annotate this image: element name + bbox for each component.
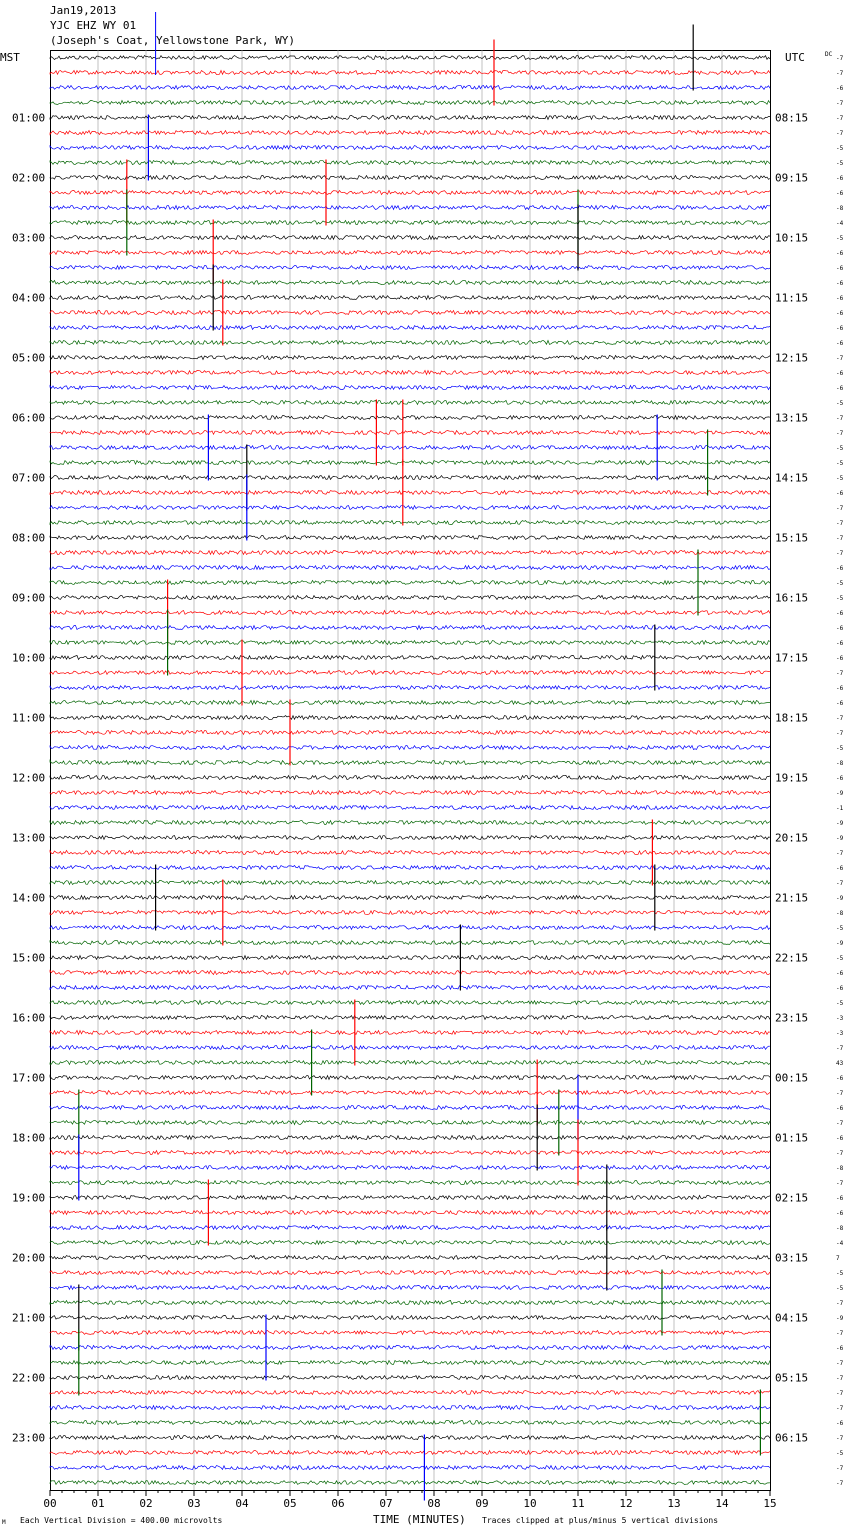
station-location: (Joseph's Coat, Yellowstone Park, WY) <box>50 34 296 47</box>
right-hour-label: 22:15 <box>775 951 809 965</box>
dc-offset: -7 <box>836 880 844 887</box>
trace-57 <box>50 911 770 915</box>
trace-48 <box>50 776 770 780</box>
dc-offset: -6 <box>836 310 844 317</box>
dc-offset: -6 <box>836 1075 844 1082</box>
clip-note: Traces clipped at plus/minus 5 vertical divisions <box>482 1516 719 1525</box>
trace-78 <box>50 1226 770 1230</box>
x-tick-label: 00 <box>43 1497 57 1510</box>
dc-offset: -6 <box>836 250 844 257</box>
right-hour-label: 10:15 <box>775 231 809 245</box>
right-hour-label: 11:15 <box>775 291 809 305</box>
trace-25 <box>50 431 770 435</box>
dc-offset: -6 <box>836 625 844 632</box>
trace-51 <box>50 821 770 825</box>
left-hour-label: 10:00 <box>12 651 46 665</box>
dc-offset: -6 <box>836 340 844 347</box>
x-tick-label: 03 <box>187 1497 201 1510</box>
dc-offset: -7 <box>836 850 844 857</box>
right-hour-label: 21:15 <box>775 891 809 905</box>
dc-offset: -6 <box>836 685 844 692</box>
dc-offset: -7 <box>836 130 844 137</box>
event-spikes <box>79 12 761 1501</box>
right-hour-label: 06:15 <box>775 1431 809 1445</box>
trace-6 <box>50 146 770 150</box>
trace-61 <box>50 971 770 975</box>
trace-71 <box>50 1121 770 1125</box>
dc-offset: -7 <box>836 1300 844 1307</box>
right-hour-label: 08:15 <box>775 111 809 125</box>
dc-offset: -5 <box>836 445 844 452</box>
dc-offset: -7 <box>836 505 844 512</box>
dc-offset: -5 <box>836 160 844 167</box>
trace-16 <box>50 296 770 300</box>
trace-32 <box>50 536 770 540</box>
x-tick-label: 14 <box>715 1497 729 1510</box>
dc-offset: -7 <box>836 1480 844 1487</box>
dc-offset: -6 <box>836 295 844 302</box>
right-hour-label: 05:15 <box>775 1371 809 1385</box>
trace-95 <box>50 1481 770 1485</box>
x-tick-label: 13 <box>667 1497 681 1510</box>
right-axis-label: UTC <box>785 51 805 64</box>
dc-offset: -7 <box>836 1045 844 1052</box>
dc-offset: -6 <box>836 1420 844 1427</box>
dc-offset: -6 <box>836 265 844 272</box>
trace-23 <box>50 401 770 405</box>
dc-offset: 43 <box>836 1060 844 1067</box>
trace-5 <box>50 131 770 135</box>
x-tick-label: 12 <box>619 1497 633 1510</box>
dc-offset: -4 <box>836 1240 844 1247</box>
trace-77 <box>50 1211 770 1215</box>
dc-offset: -6 <box>836 700 844 707</box>
dc-offset: -7 <box>836 715 844 722</box>
dc-offset: -5 <box>836 1450 844 1457</box>
trace-80 <box>50 1256 770 1260</box>
x-axis-title: TIME (MINUTES) <box>373 1513 466 1526</box>
dc-offset: -7 <box>836 670 844 677</box>
dc-offset: -8 <box>836 760 844 767</box>
left-axis-label: MST <box>0 51 20 64</box>
dc-offset: -9 <box>836 790 844 797</box>
trace-40 <box>50 656 770 660</box>
corner-mark: M <box>2 1519 6 1526</box>
trace-39 <box>50 641 770 645</box>
x-tick-label: 08 <box>427 1497 441 1510</box>
dc-offset: -6 <box>836 85 844 92</box>
right-hour-label: 17:15 <box>775 651 809 665</box>
trace-55 <box>50 881 770 885</box>
dc-offset: -1 <box>836 805 844 812</box>
dc-offset: -5 <box>836 1000 844 1007</box>
x-tick-label: 11 <box>571 1497 585 1510</box>
x-tick-label: 02 <box>139 1497 153 1510</box>
trace-4 <box>50 116 770 120</box>
dc-offset: -5 <box>836 475 844 482</box>
dc-offset: -6 <box>836 640 844 647</box>
dc-offset: -6 <box>836 865 844 872</box>
trace-30 <box>50 506 770 510</box>
dc-offset: -5 <box>836 580 844 587</box>
dc-offset: -9 <box>836 940 844 947</box>
dc-offset: -7 <box>836 1180 844 1187</box>
right-hour-label: 16:15 <box>775 591 809 605</box>
dc-offset: -6 <box>836 325 844 332</box>
trace-1 <box>50 71 770 75</box>
dc-offset: -7 <box>836 1435 844 1442</box>
right-hour-label: 09:15 <box>775 171 809 185</box>
trace-54 <box>50 866 770 870</box>
trace-43 <box>50 701 770 705</box>
dc-offset: -5 <box>836 1285 844 1292</box>
right-hour-label: 02:15 <box>775 1191 809 1205</box>
trace-19 <box>50 341 770 345</box>
trace-67 <box>50 1061 770 1065</box>
left-hour-label: 14:00 <box>12 891 46 905</box>
dc-offset: -3 <box>836 1030 844 1037</box>
dc-offset: -6 <box>836 985 844 992</box>
dc-offset: -9 <box>836 820 844 827</box>
trace-41 <box>50 671 770 675</box>
dc-offset: -7 <box>836 1465 844 1472</box>
left-hour-label: 03:00 <box>12 231 46 245</box>
dc-offset: -5 <box>836 235 844 242</box>
trace-93 <box>50 1451 770 1455</box>
trace-91 <box>50 1421 770 1425</box>
dc-offset: -7 <box>836 100 844 107</box>
dc-offset: -8 <box>836 1165 844 1172</box>
trace-70 <box>50 1106 770 1110</box>
trace-0 <box>50 56 770 60</box>
trace-62 <box>50 986 770 990</box>
trace-33 <box>50 551 770 555</box>
trace-37 <box>50 611 770 615</box>
trace-58 <box>50 926 770 930</box>
trace-2 <box>50 86 770 90</box>
dc-offset: -7 <box>836 520 844 527</box>
trace-69 <box>50 1091 770 1095</box>
right-hour-label: 23:15 <box>775 1011 809 1025</box>
dc-offset: -6 <box>836 1345 844 1352</box>
x-tick-label: 01 <box>91 1497 105 1510</box>
x-tick-label: 04 <box>235 1497 249 1510</box>
left-hour-label: 01:00 <box>12 111 46 125</box>
dc-offset: -5 <box>836 595 844 602</box>
right-hour-label: 18:15 <box>775 711 809 725</box>
left-hour-label: 12:00 <box>12 771 46 785</box>
dc-offset: -8 <box>836 1225 844 1232</box>
trace-88 <box>50 1376 770 1380</box>
trace-3 <box>50 101 770 105</box>
left-hour-label: 22:00 <box>12 1371 46 1385</box>
dc-offset: -7 <box>836 535 844 542</box>
trace-73 <box>50 1151 770 1155</box>
right-hour-label: 15:15 <box>775 531 809 545</box>
trace-46 <box>50 746 770 750</box>
dc-offset: -9 <box>836 1315 844 1322</box>
trace-53 <box>50 851 770 855</box>
right-hour-label: 19:15 <box>775 771 809 785</box>
dc-offset: -7 <box>836 430 844 437</box>
trace-36 <box>50 596 770 600</box>
left-hour-label: 07:00 <box>12 471 46 485</box>
trace-45 <box>50 731 770 735</box>
dc-offset: -9 <box>836 835 844 842</box>
x-tick-label: 05 <box>283 1497 297 1510</box>
trace-17 <box>50 311 770 315</box>
trace-86 <box>50 1346 770 1350</box>
dc-offset: -9 <box>836 895 844 902</box>
x-tick-label: 07 <box>379 1497 393 1510</box>
left-hour-label: 18:00 <box>12 1131 46 1145</box>
dc-offset: -6 <box>836 370 844 377</box>
trace-7 <box>50 161 770 165</box>
trace-60 <box>50 956 770 960</box>
trace-14 <box>50 266 770 270</box>
right-hour-label: 03:15 <box>775 1251 809 1265</box>
trace-63 <box>50 1001 770 1005</box>
trace-87 <box>50 1361 770 1365</box>
trace-92 <box>50 1436 770 1440</box>
trace-9 <box>50 191 770 195</box>
dc-offset: -6 <box>836 970 844 977</box>
trace-66 <box>50 1046 770 1050</box>
dc-offset: -7 <box>836 730 844 737</box>
trace-10 <box>50 206 770 210</box>
trace-74 <box>50 1166 770 1170</box>
trace-24 <box>50 416 770 420</box>
trace-29 <box>50 491 770 495</box>
right-hour-labels <box>775 112 808 1445</box>
trace-90 <box>50 1406 770 1410</box>
right-hour-label: 14:15 <box>775 471 809 485</box>
trace-68 <box>50 1076 770 1080</box>
right-hour-label: 00:15 <box>775 1071 809 1085</box>
dc-offset: 7 <box>836 1255 840 1262</box>
station-id: YJC EHZ WY 01 <box>50 19 137 32</box>
left-hour-label: 19:00 <box>12 1191 46 1205</box>
dc-offset-labels <box>836 55 844 1487</box>
left-hour-label: 23:00 <box>12 1431 46 1445</box>
trace-89 <box>50 1391 770 1395</box>
trace-15 <box>50 281 770 285</box>
dc-offset: -7 <box>836 1120 844 1127</box>
dc-offset: -7 <box>836 55 844 62</box>
dc-offset: -7 <box>836 1405 844 1412</box>
dc-offset: -6 <box>836 1105 844 1112</box>
dc-offset: -8 <box>836 205 844 212</box>
left-hour-label: 15:00 <box>12 951 46 965</box>
trace-76 <box>50 1196 770 1200</box>
dc-offset: -6 <box>836 490 844 497</box>
trace-65 <box>50 1031 770 1035</box>
left-hour-label: 17:00 <box>12 1071 46 1085</box>
trace-94 <box>50 1466 770 1470</box>
dc-offset: -6 <box>836 1195 844 1202</box>
left-hour-labels <box>12 112 45 1445</box>
trace-22 <box>50 386 770 390</box>
scale-note: Each Vertical Division = 400.00 microvolts <box>20 1516 223 1525</box>
trace-34 <box>50 566 770 570</box>
dc-offset: -7 <box>836 355 844 362</box>
left-hour-label: 06:00 <box>12 411 46 425</box>
dc-offset: -6 <box>836 175 844 182</box>
trace-20 <box>50 356 770 360</box>
dc-offset: -6 <box>836 775 844 782</box>
trace-35 <box>50 581 770 585</box>
dc-header: DC <box>825 51 833 58</box>
dc-offset: -7 <box>836 1330 844 1337</box>
trace-79 <box>50 1241 770 1245</box>
x-axis-ticks <box>43 1490 776 1510</box>
dc-offset: -7 <box>836 1390 844 1397</box>
dc-offset: -6 <box>836 655 844 662</box>
dc-offset: -8 <box>836 910 844 917</box>
dc-offset: -5 <box>836 400 844 407</box>
dc-offset: -7 <box>836 1150 844 1157</box>
trace-26 <box>50 446 770 450</box>
dc-offset: -5 <box>836 925 844 932</box>
trace-31 <box>50 521 770 525</box>
dc-offset: -6 <box>836 1135 844 1142</box>
right-hour-label: 13:15 <box>775 411 809 425</box>
dc-offset: -5 <box>836 1270 844 1277</box>
trace-38 <box>50 626 770 630</box>
dc-offset: -6 <box>836 190 844 197</box>
dc-offset: -6 <box>836 1210 844 1217</box>
left-hour-label: 20:00 <box>12 1251 46 1265</box>
trace-59 <box>50 941 770 945</box>
dc-offset: -3 <box>836 1015 844 1022</box>
x-tick-label: 15 <box>763 1497 777 1510</box>
left-hour-label: 02:00 <box>12 171 46 185</box>
dc-offset: -6 <box>836 385 844 392</box>
x-tick-label: 06 <box>331 1497 345 1510</box>
dc-offset: -6 <box>836 280 844 287</box>
dc-offset: -7 <box>836 1090 844 1097</box>
dc-offset: -4 <box>836 220 844 227</box>
left-hour-label: 09:00 <box>12 591 46 605</box>
right-hour-label: 01:15 <box>775 1131 809 1145</box>
trace-8 <box>50 176 770 180</box>
trace-13 <box>50 251 770 255</box>
dc-offset: -7 <box>836 115 844 122</box>
x-tick-label: 09 <box>475 1497 489 1510</box>
dc-offset: -7 <box>836 415 844 422</box>
trace-28 <box>50 476 770 480</box>
trace-42 <box>50 686 770 690</box>
left-hour-label: 21:00 <box>12 1311 46 1325</box>
right-hour-label: 04:15 <box>775 1311 809 1325</box>
trace-75 <box>50 1181 770 1185</box>
dc-offset: -7 <box>836 70 844 77</box>
right-hour-label: 12:15 <box>775 351 809 365</box>
dc-offset: -5 <box>836 145 844 152</box>
trace-50 <box>50 806 770 810</box>
left-hour-label: 11:00 <box>12 711 46 725</box>
dc-offset: -5 <box>836 460 844 467</box>
plot-date: Jan19,2013 <box>50 4 117 17</box>
left-hour-label: 16:00 <box>12 1011 46 1025</box>
trace-49 <box>50 791 770 795</box>
dc-offset: -6 <box>836 610 844 617</box>
trace-27 <box>50 461 770 465</box>
left-hour-label: 13:00 <box>12 831 46 845</box>
trace-18 <box>50 326 770 330</box>
trace-11 <box>50 221 770 225</box>
right-hour-label: 20:15 <box>775 831 809 845</box>
dc-offset: -5 <box>836 955 844 962</box>
trace-52 <box>50 836 770 840</box>
trace-72 <box>50 1136 770 1140</box>
dc-offset: -7 <box>836 1375 844 1382</box>
left-hour-label: 05:00 <box>12 351 46 365</box>
left-hour-label: 04:00 <box>12 291 46 305</box>
left-hour-label: 08:00 <box>12 531 46 545</box>
trace-64 <box>50 1016 770 1020</box>
trace-44 <box>50 716 770 720</box>
trace-21 <box>50 371 770 375</box>
trace-56 <box>50 896 770 900</box>
x-tick-label: 10 <box>523 1497 537 1510</box>
dc-offset: -7 <box>836 550 844 557</box>
dc-offset: -7 <box>836 1360 844 1367</box>
trace-12 <box>50 236 770 240</box>
dc-offset: -6 <box>836 565 844 572</box>
dc-offset: -5 <box>836 745 844 752</box>
trace-47 <box>50 761 770 765</box>
